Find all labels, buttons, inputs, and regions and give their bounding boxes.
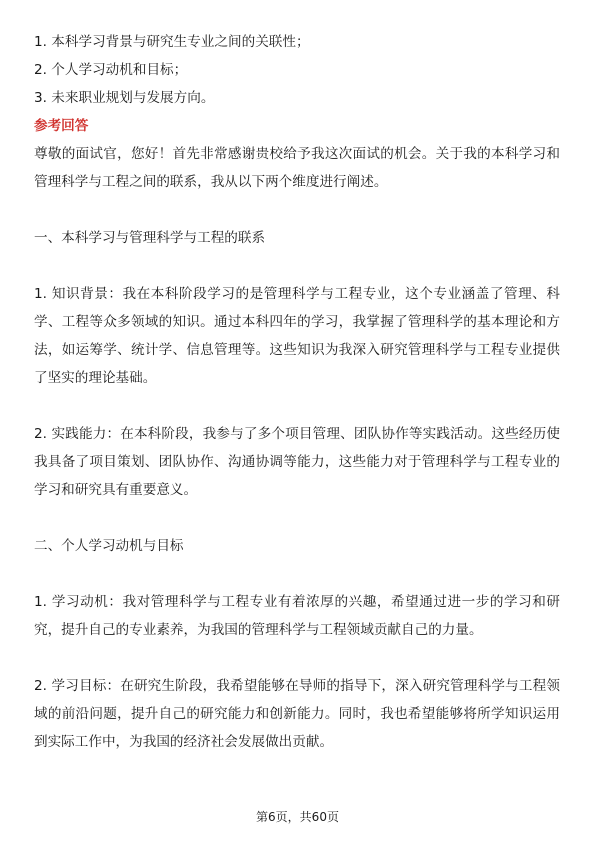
section-1-heading: 一、本科学习与管理科学与工程的联系	[34, 230, 266, 246]
page-content	[34, 28, 560, 756]
question-item-2: 2. 个人学习动机和目标；	[34, 62, 188, 78]
page-number: 第6页，共60页	[256, 810, 339, 824]
section-2-paragraph-1: 1. 学习动机：我对管理科学与工程专业有着浓厚的兴趣，希望通过进一步的学习和研究，提升自己的专业素养，为我国的管理科学与工程领域贡献自己的力量。	[34, 594, 560, 638]
spacer	[34, 252, 560, 280]
answer-label: 参考回答	[34, 118, 89, 134]
section-1-paragraph-1: 1. 知识背景：我在本科阶段学习的是管理科学与工程专业，这个专业涵盖了管理、科学、工程等众多领域的知识。通过本科四年的学习，我掌握了管理科学的基本理论和方法，如运筹学、统计学、信息管理等。这些知识为我深入研究管理科学与工程专业提供了坚实的理论基础。	[34, 286, 560, 386]
spacer	[34, 504, 560, 532]
spacer	[34, 392, 560, 420]
question-item-3: 3. 未来职业规划与发展方向。	[34, 90, 215, 106]
section-1-paragraph-2: 2. 实践能力：在本科阶段，我参与了多个项目管理、团队协作等实践活动。这些经历使我具备了项目策划、团队协作、沟通协调等能力，这些能力对于管理科学与工程专业的学习和研究具有重要意义。	[34, 426, 560, 498]
section-2-heading: 二、个人学习动机与目标	[34, 538, 184, 554]
intro-paragraph: 尊敬的面试官，您好！首先非常感谢贵校给予我这次面试的机会。关于我的本科学习和管理科学与工程之间的联系，我从以下两个维度进行阐述。	[34, 146, 560, 190]
spacer	[34, 644, 560, 672]
section-2-paragraph-2: 2. 学习目标：在研究生阶段，我希望能够在导师的指导下，深入研究管理科学与工程领域的前沿问题，提升自己的研究能力和创新能力。同时，我也希望能够将所学知识运用到实际工作中，为我国的经济社会发展做出贡献。	[34, 678, 560, 750]
spacer	[34, 196, 560, 224]
spacer	[34, 560, 560, 588]
question-item-1: 1. 本科学习背景与研究生专业之间的关联性；	[34, 34, 310, 50]
